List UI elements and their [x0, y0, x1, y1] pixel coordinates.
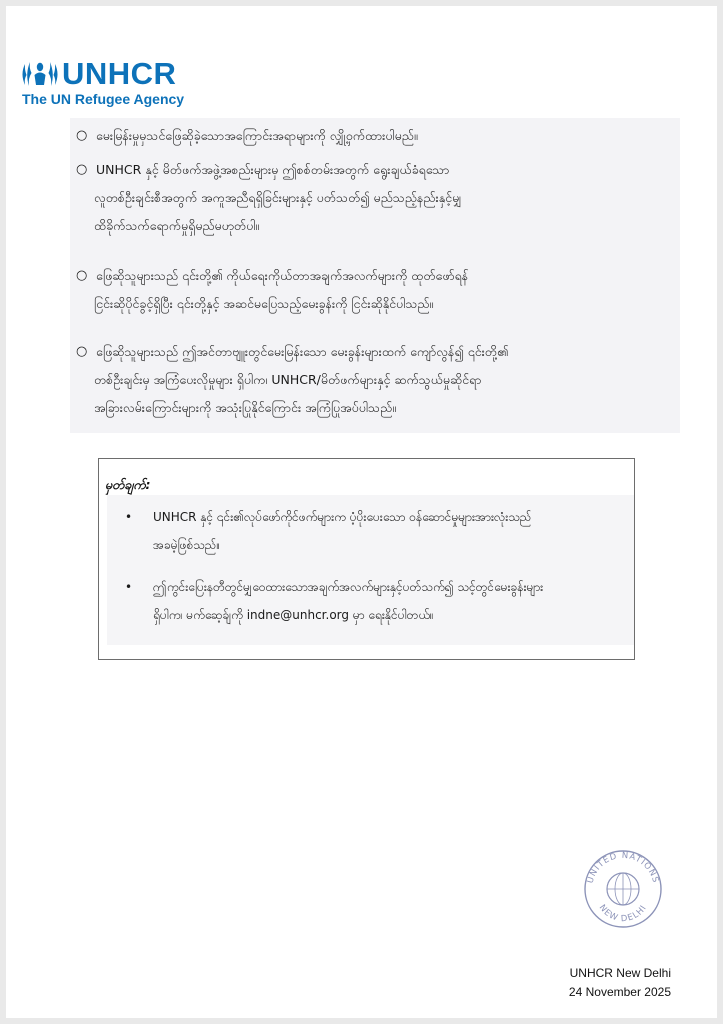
circle-bullet-icon: ○: [76, 268, 88, 283]
circle-bullet-icon: ○: [76, 128, 88, 143]
info-bullet-list: [70, 118, 680, 433]
circle-bullet-icon: ○: [76, 162, 88, 177]
logo-subtitle: The UN Refugee Agency: [22, 91, 185, 107]
note-box: [98, 458, 635, 660]
note-content: [107, 495, 634, 645]
bullet-item: ○ မေးမြန်းမှုမှသင်ဖြေဆိုခဲ့သောအကြောင်းအရာများကို လျှို့ဝှက်ထားပါမည်။: [76, 122, 676, 150]
logo-wordmark: UNHCR: [62, 56, 177, 91]
note-title: မှတ်ချက်:: [105, 477, 151, 492]
note-item: • UNHCR နှင့် ၎င်း၏လုပ်ဖော်ကိုင်ဖက်များက ပံ့ပိုးပေးသော ဝန်ဆောင်မှုများအားလုံးသည် အခမဲ့ဖြစ်သည်။: [125, 503, 605, 559]
note-item: • ဤကွင်းပြေးနတီတွင်မျှဝေထားသောအချက်အလက်များနှင့်ပတ်သက်၍ သင့်တွင်မေးခွန်းများ ရှိပါက၊ မက်ဆေ့ခ်ျကို indne@unhcr.org မှာ ရေးနိုင်ပါတယ်။: [125, 573, 605, 629]
un-new-delhi-seal-icon: [582, 848, 664, 930]
unhcr-logo: [20, 56, 184, 107]
footer-date: 24 November 2025: [568, 985, 671, 999]
bullet-dot-icon: •: [125, 580, 133, 594]
bullet-dot-icon: •: [125, 510, 133, 524]
footer-office: UNHCR New Delhi: [569, 966, 671, 980]
svg-text:NEW DELHI: NEW DELHI: [596, 902, 650, 925]
unhcr-emblem-icon: [20, 56, 60, 92]
document-page: [6, 6, 717, 1018]
bullet-item: ○ ဖြေဆိုသူများသည် ၎င်းတို့၏ ကိုယ်ရေးကိုယ်တာအချက်အလက်များကို ထုတ်ဖော်ရန် ငြင်းဆိုပိုင်ခွင့်ရှိပြီး ၎င်းတို့နှင့် အဆင်မပြေသည့်မေးခွန်းကို ငြင်းဆိုနိုင်ပါသည်။: [76, 262, 676, 318]
bullet-item: ○ UNHCR နှင့် မိတ်ဖက်အဖွဲ့အစည်းများမှ ဤစစ်တမ်းအတွက် ရွေးချယ်ခံရသော လူတစ်ဦးချင်းစီအတွက် အကူအညီရရှိခြင်းများနှင့် ပတ်သတ်၍ မည်သည့်နည်းနှင့်မျှ ထိခိုက်သက်ရောက်မှုရှိမည်မဟုတ်ပါ။: [76, 156, 676, 240]
svg-text:UNITED NATIONS: UNITED NATIONS: [585, 850, 661, 885]
circle-bullet-icon: ○: [76, 344, 88, 359]
document-footer: [569, 964, 671, 1002]
bullet-item: ○ ဖြေဆိုသူများသည် ဤအင်တာဗျူးတွင်မေးမြန်းသော မေးခွန်းများထက် ကျော်လွန်၍ ၎င်းတို့၏ တစ်ဦးချင်းမှ အကြံပေးလိုမှုများ ရှိပါက၊ UNHCR/မိတ်ဖက်များနှင့် ဆက်သွယ်မှုဆိုင်ရာ အခြားလမ်းကြောင်းများကို အသုံးပြုနိုင်ကြောင်း အကြံပြုအပ်ပါသည်။: [76, 338, 676, 422]
